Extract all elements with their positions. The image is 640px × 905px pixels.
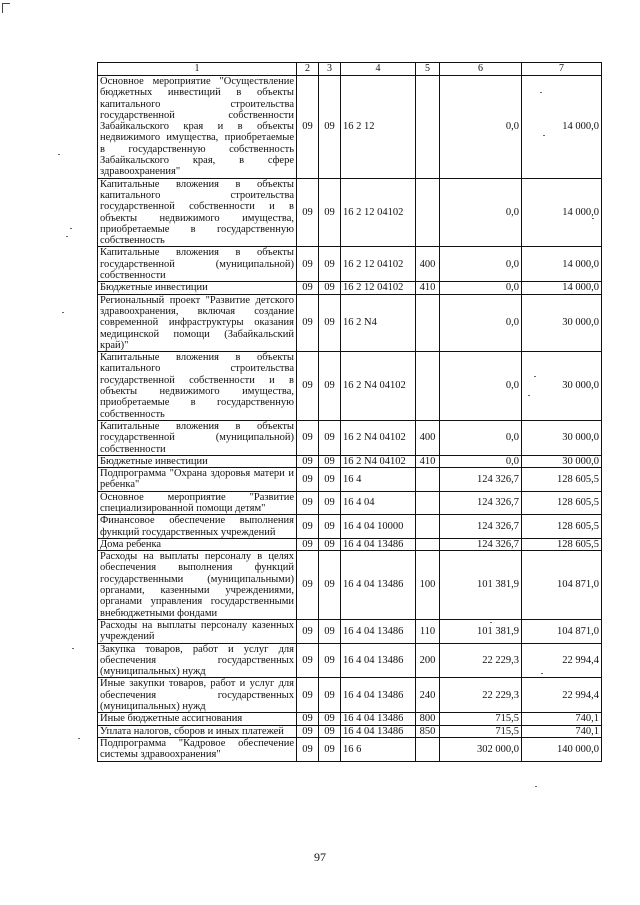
amount-year1-cell: 101 381,9: [440, 619, 522, 643]
amount-year2-cell: 104 871,0: [522, 619, 602, 643]
expense-type-cell: [416, 352, 440, 421]
section-code-cell: 09: [297, 491, 319, 515]
amount-year2-cell: 14 000,0: [522, 178, 602, 247]
expense-type-cell: [416, 294, 440, 351]
amount-year1-cell: 124 326,7: [440, 538, 522, 550]
expense-type-cell: 850: [416, 725, 440, 737]
table-row: [98, 282, 602, 294]
amount-year2-cell: 30 000,0: [522, 352, 602, 421]
target-article-cell: 16 2 12 04102: [341, 178, 416, 247]
expense-type-cell: 410: [416, 282, 440, 294]
amount-year2-cell: 22 994,4: [522, 643, 602, 678]
header-cell: 6: [440, 63, 522, 76]
amount-year1-cell: 22 229,3: [440, 678, 522, 713]
amount-year2-cell: 30 000,0: [522, 420, 602, 455]
section-code-cell: 09: [297, 737, 319, 761]
row-name-cell: Капитальные вложения в объекты государственной (муниципальной) собственности: [98, 420, 297, 455]
expense-type-cell: 200: [416, 643, 440, 678]
expense-type-cell: [416, 491, 440, 515]
amount-year2-cell: 14 000,0: [522, 282, 602, 294]
amount-year1-cell: 715,5: [440, 713, 522, 725]
section-code-cell: 09: [297, 178, 319, 247]
row-name-cell: Основное мероприятие "Осуществление бюджетных инвестиций в объекты капитального строительства государственной собственности Забайкальского края и в объекты недвижимого имущества, приобретаемые в государственную собственность Забайкальского края, в сфере здравоохранения": [98, 76, 297, 179]
amount-year2-cell: 128 605,5: [522, 515, 602, 539]
table-row: [98, 352, 602, 421]
table-row: [98, 491, 602, 515]
section-code-cell: 09: [297, 643, 319, 678]
subsection-code-cell: 09: [319, 491, 341, 515]
section-code-cell: 09: [297, 551, 319, 620]
target-article-cell: 16 2 12 04102: [341, 247, 416, 282]
subsection-code-cell: 09: [319, 725, 341, 737]
table-row: [98, 551, 602, 620]
expense-type-cell: 800: [416, 713, 440, 725]
amount-year2-cell: 740,1: [522, 713, 602, 725]
table-row: [98, 643, 602, 678]
subsection-code-cell: 09: [319, 551, 341, 620]
budget-table: [97, 62, 602, 762]
section-code-cell: 09: [297, 282, 319, 294]
table-row: [98, 713, 602, 725]
amount-year2-cell: 104 871,0: [522, 551, 602, 620]
table-row: [98, 76, 602, 179]
expense-type-cell: [416, 515, 440, 539]
amount-year1-cell: 0,0: [440, 178, 522, 247]
subsection-code-cell: 09: [319, 455, 341, 467]
row-name-cell: Подпрограмма "Охрана здоровья матери и ребенка": [98, 468, 297, 492]
row-name-cell: Финансовое обеспечение выполнения функций государственных учреждений: [98, 515, 297, 539]
subsection-code-cell: 09: [319, 294, 341, 351]
section-code-cell: 09: [297, 515, 319, 539]
row-name-cell: Расходы на выплаты персоналу в целях обеспечения выполнения функций государственными (муниципальными) органами, казенными учреждениями, органами управления государственными внебюджетными фондами: [98, 551, 297, 620]
expense-type-cell: [416, 76, 440, 179]
row-name-cell: Основное мероприятие "Развитие специализированной помощи детям": [98, 491, 297, 515]
section-code-cell: 09: [297, 678, 319, 713]
target-article-cell: 16 4 04 13486: [341, 643, 416, 678]
amount-year1-cell: 0,0: [440, 247, 522, 282]
amount-year1-cell: 0,0: [440, 282, 522, 294]
amount-year1-cell: 101 381,9: [440, 551, 522, 620]
subsection-code-cell: 09: [319, 247, 341, 282]
amount-year1-cell: 0,0: [440, 352, 522, 421]
row-name-cell: Капитальные вложения в объекты капитального строительства государственной собственности и в объекты недвижимого имущества, приобретаемые в государственную собственность: [98, 352, 297, 421]
scan-corner-mark: [2, 3, 10, 13]
target-article-cell: 16 4 04 10000: [341, 515, 416, 539]
target-article-cell: 16 4: [341, 468, 416, 492]
target-article-cell: 16 2 N4 04102: [341, 352, 416, 421]
subsection-code-cell: 09: [319, 178, 341, 247]
target-article-cell: 16 4 04 13486: [341, 678, 416, 713]
subsection-code-cell: 09: [319, 515, 341, 539]
target-article-cell: 16 2 N4 04102: [341, 420, 416, 455]
target-article-cell: 16 2 N4 04102: [341, 455, 416, 467]
expense-type-cell: 400: [416, 247, 440, 282]
table-row: [98, 468, 602, 492]
expense-type-cell: 240: [416, 678, 440, 713]
row-name-cell: Расходы на выплаты персоналу казенных учреждений: [98, 619, 297, 643]
section-code-cell: 09: [297, 713, 319, 725]
amount-year1-cell: 0,0: [440, 294, 522, 351]
table-row: [98, 294, 602, 351]
table-row: [98, 178, 602, 247]
target-article-cell: 16 4 04: [341, 491, 416, 515]
subsection-code-cell: 09: [319, 468, 341, 492]
amount-year2-cell: 128 605,5: [522, 468, 602, 492]
amount-year2-cell: 14 000,0: [522, 247, 602, 282]
amount-year2-cell: 30 000,0: [522, 455, 602, 467]
row-name-cell: Подпрограмма "Кадровое обеспечение системы здравоохранения": [98, 737, 297, 761]
target-article-cell: 16 6: [341, 737, 416, 761]
amount-year2-cell: 740,1: [522, 725, 602, 737]
subsection-code-cell: 09: [319, 282, 341, 294]
header-cell: 3: [319, 63, 341, 76]
amount-year1-cell: 124 326,7: [440, 468, 522, 492]
page-number: 97: [314, 850, 326, 864]
expense-type-cell: [416, 737, 440, 761]
subsection-code-cell: 09: [319, 538, 341, 550]
header-cell: 1: [98, 63, 297, 76]
subsection-code-cell: 09: [319, 352, 341, 421]
amount-year1-cell: 0,0: [440, 455, 522, 467]
target-article-cell: 16 2 12 04102: [341, 282, 416, 294]
section-code-cell: 09: [297, 538, 319, 550]
expense-type-cell: 410: [416, 455, 440, 467]
row-name-cell: Иные бюджетные ассигнования: [98, 713, 297, 725]
header-cell: 2: [297, 63, 319, 76]
expense-type-cell: 110: [416, 619, 440, 643]
table-row: [98, 247, 602, 282]
subsection-code-cell: 09: [319, 619, 341, 643]
expense-type-cell: [416, 468, 440, 492]
amount-year2-cell: 128 605,5: [522, 491, 602, 515]
section-code-cell: 09: [297, 294, 319, 351]
target-article-cell: 16 4 04 13486: [341, 713, 416, 725]
expense-type-cell: 400: [416, 420, 440, 455]
subsection-code-cell: 09: [319, 643, 341, 678]
amount-year2-cell: 128 605,5: [522, 538, 602, 550]
section-code-cell: 09: [297, 76, 319, 179]
subsection-code-cell: 09: [319, 713, 341, 725]
table-row: [98, 515, 602, 539]
header-cell: 7: [522, 63, 602, 76]
row-name-cell: Бюджетные инвестиции: [98, 282, 297, 294]
section-code-cell: 09: [297, 468, 319, 492]
amount-year1-cell: 0,0: [440, 420, 522, 455]
target-article-cell: 16 4 04 13486: [341, 551, 416, 620]
subsection-code-cell: 09: [319, 678, 341, 713]
amount-year2-cell: 14 000,0: [522, 76, 602, 179]
row-name-cell: Уплата налогов, сборов и иных платежей: [98, 725, 297, 737]
section-code-cell: 09: [297, 247, 319, 282]
row-name-cell: Капитальные вложения в объекты капитального строительства государственной собственности и в объекты недвижимого имущества, приобретаемые в государственную собственность: [98, 178, 297, 247]
target-article-cell: 16 4 04 13486: [341, 725, 416, 737]
table-row: [98, 678, 602, 713]
row-name-cell: Иные закупки товаров, работ и услуг для обеспечения государственных (муниципальных) нужд: [98, 678, 297, 713]
amount-year1-cell: 124 326,7: [440, 515, 522, 539]
header-cell: 5: [416, 63, 440, 76]
subsection-code-cell: 09: [319, 76, 341, 179]
expense-type-cell: [416, 538, 440, 550]
row-name-cell: Закупка товаров, работ и услуг для обеспечения государственных (муниципальных) нужд: [98, 643, 297, 678]
amount-year1-cell: 22 229,3: [440, 643, 522, 678]
amount-year1-cell: 715,5: [440, 725, 522, 737]
amount-year1-cell: 124 326,7: [440, 491, 522, 515]
amount-year1-cell: 302 000,0: [440, 737, 522, 761]
table-row: [98, 538, 602, 550]
row-name-cell: Капитальные вложения в объекты государственной (муниципальной) собственности: [98, 247, 297, 282]
table-row: [98, 725, 602, 737]
expense-type-cell: 100: [416, 551, 440, 620]
amount-year1-cell: 0,0: [440, 76, 522, 179]
target-article-cell: 16 2 12: [341, 76, 416, 179]
header-row: [98, 63, 602, 76]
section-code-cell: 09: [297, 352, 319, 421]
section-code-cell: 09: [297, 725, 319, 737]
table-row: [98, 455, 602, 467]
section-code-cell: 09: [297, 420, 319, 455]
section-code-cell: 09: [297, 455, 319, 467]
amount-year2-cell: 30 000,0: [522, 294, 602, 351]
section-code-cell: 09: [297, 619, 319, 643]
target-article-cell: 16 2 N4: [341, 294, 416, 351]
table-row: [98, 420, 602, 455]
header-cell: 4: [341, 63, 416, 76]
target-article-cell: 16 4 04 13486: [341, 538, 416, 550]
subsection-code-cell: 09: [319, 737, 341, 761]
row-name-cell: Дома ребенка: [98, 538, 297, 550]
row-name-cell: Бюджетные инвестиции: [98, 455, 297, 467]
target-article-cell: 16 4 04 13486: [341, 619, 416, 643]
subsection-code-cell: 09: [319, 420, 341, 455]
table-row: [98, 737, 602, 761]
amount-year2-cell: 22 994,4: [522, 678, 602, 713]
expense-type-cell: [416, 178, 440, 247]
table-row: [98, 619, 602, 643]
amount-year2-cell: 140 000,0: [522, 737, 602, 761]
row-name-cell: Региональный проект "Развитие детского здравоохранения, включая создание современной инфраструктуры оказания медицинской помощи (Забайкальский край)": [98, 294, 297, 351]
